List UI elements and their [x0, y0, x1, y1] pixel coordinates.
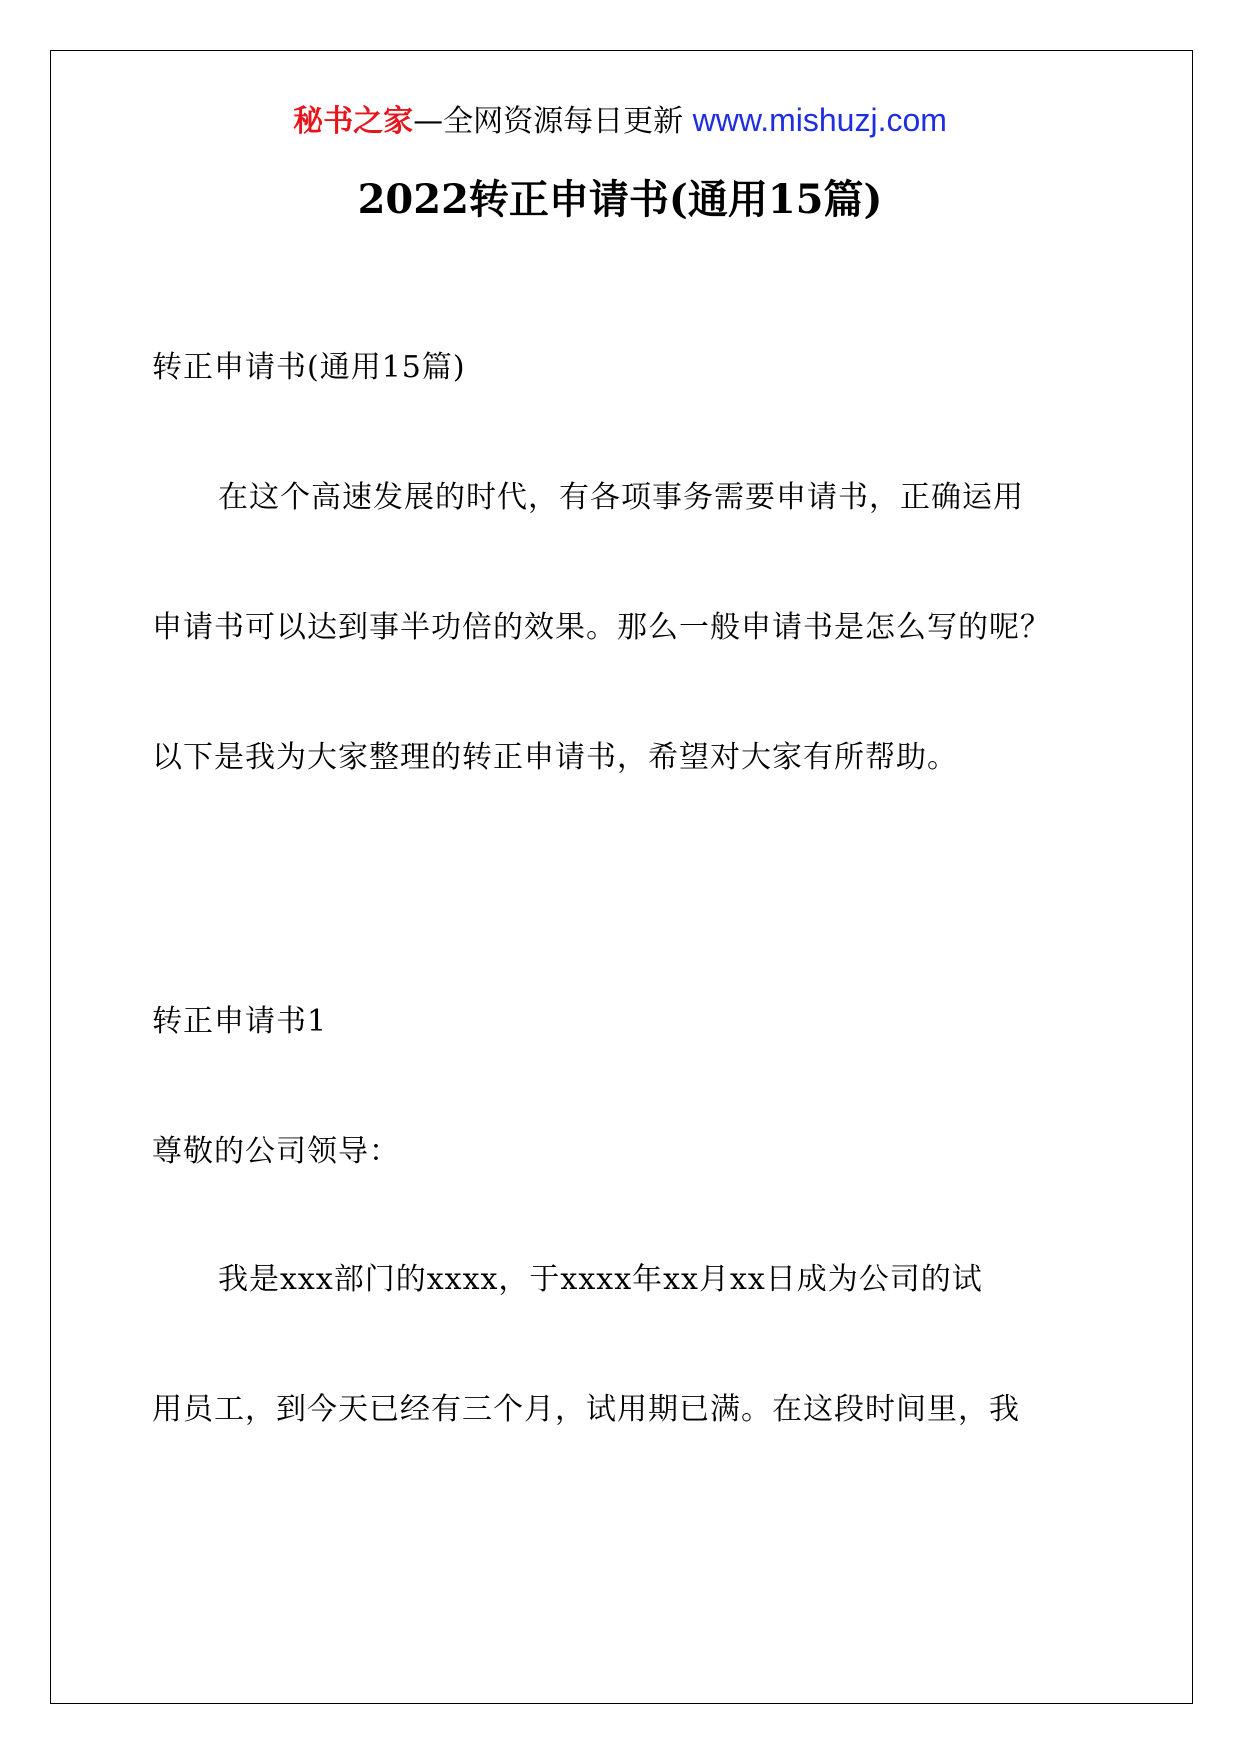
header-tagline: —全网资源每日更新 — [413, 104, 693, 139]
brand-name: 秘书之家 — [293, 104, 414, 139]
page-border — [50, 50, 1193, 1704]
paragraph-line: 申请书可以达到事半功倍的效果。那么一般申请书是怎么写的呢？ — [152, 610, 1051, 645]
site-url-link[interactable]: www.mishuzj.com — [692, 102, 947, 138]
paragraph-line: 用员工，到今天已经有三个月，试用期已满。在这段时间里，我 — [152, 1392, 1020, 1427]
paragraph-line: 在这个高速发展的时代，有各项事务需要申请书，正确运用 — [218, 480, 1024, 515]
paragraph-line: 以下是我为大家整理的转正申请书，希望对大家有所帮助。 — [152, 740, 958, 775]
salutation: 尊敬的公司领导： — [152, 1134, 400, 1169]
subtitle-line: 转正申请书(通用15篇) — [152, 350, 466, 385]
section-heading: 转正申请书1 — [152, 1004, 328, 1039]
paragraph-line: 我是xxx部门的xxxx，于xxxx年xx月xx日成为公司的试 — [218, 1262, 983, 1297]
site-header — [0, 99, 1240, 141]
document-title: 2022转正申请书(通用15篇) — [357, 176, 883, 223]
